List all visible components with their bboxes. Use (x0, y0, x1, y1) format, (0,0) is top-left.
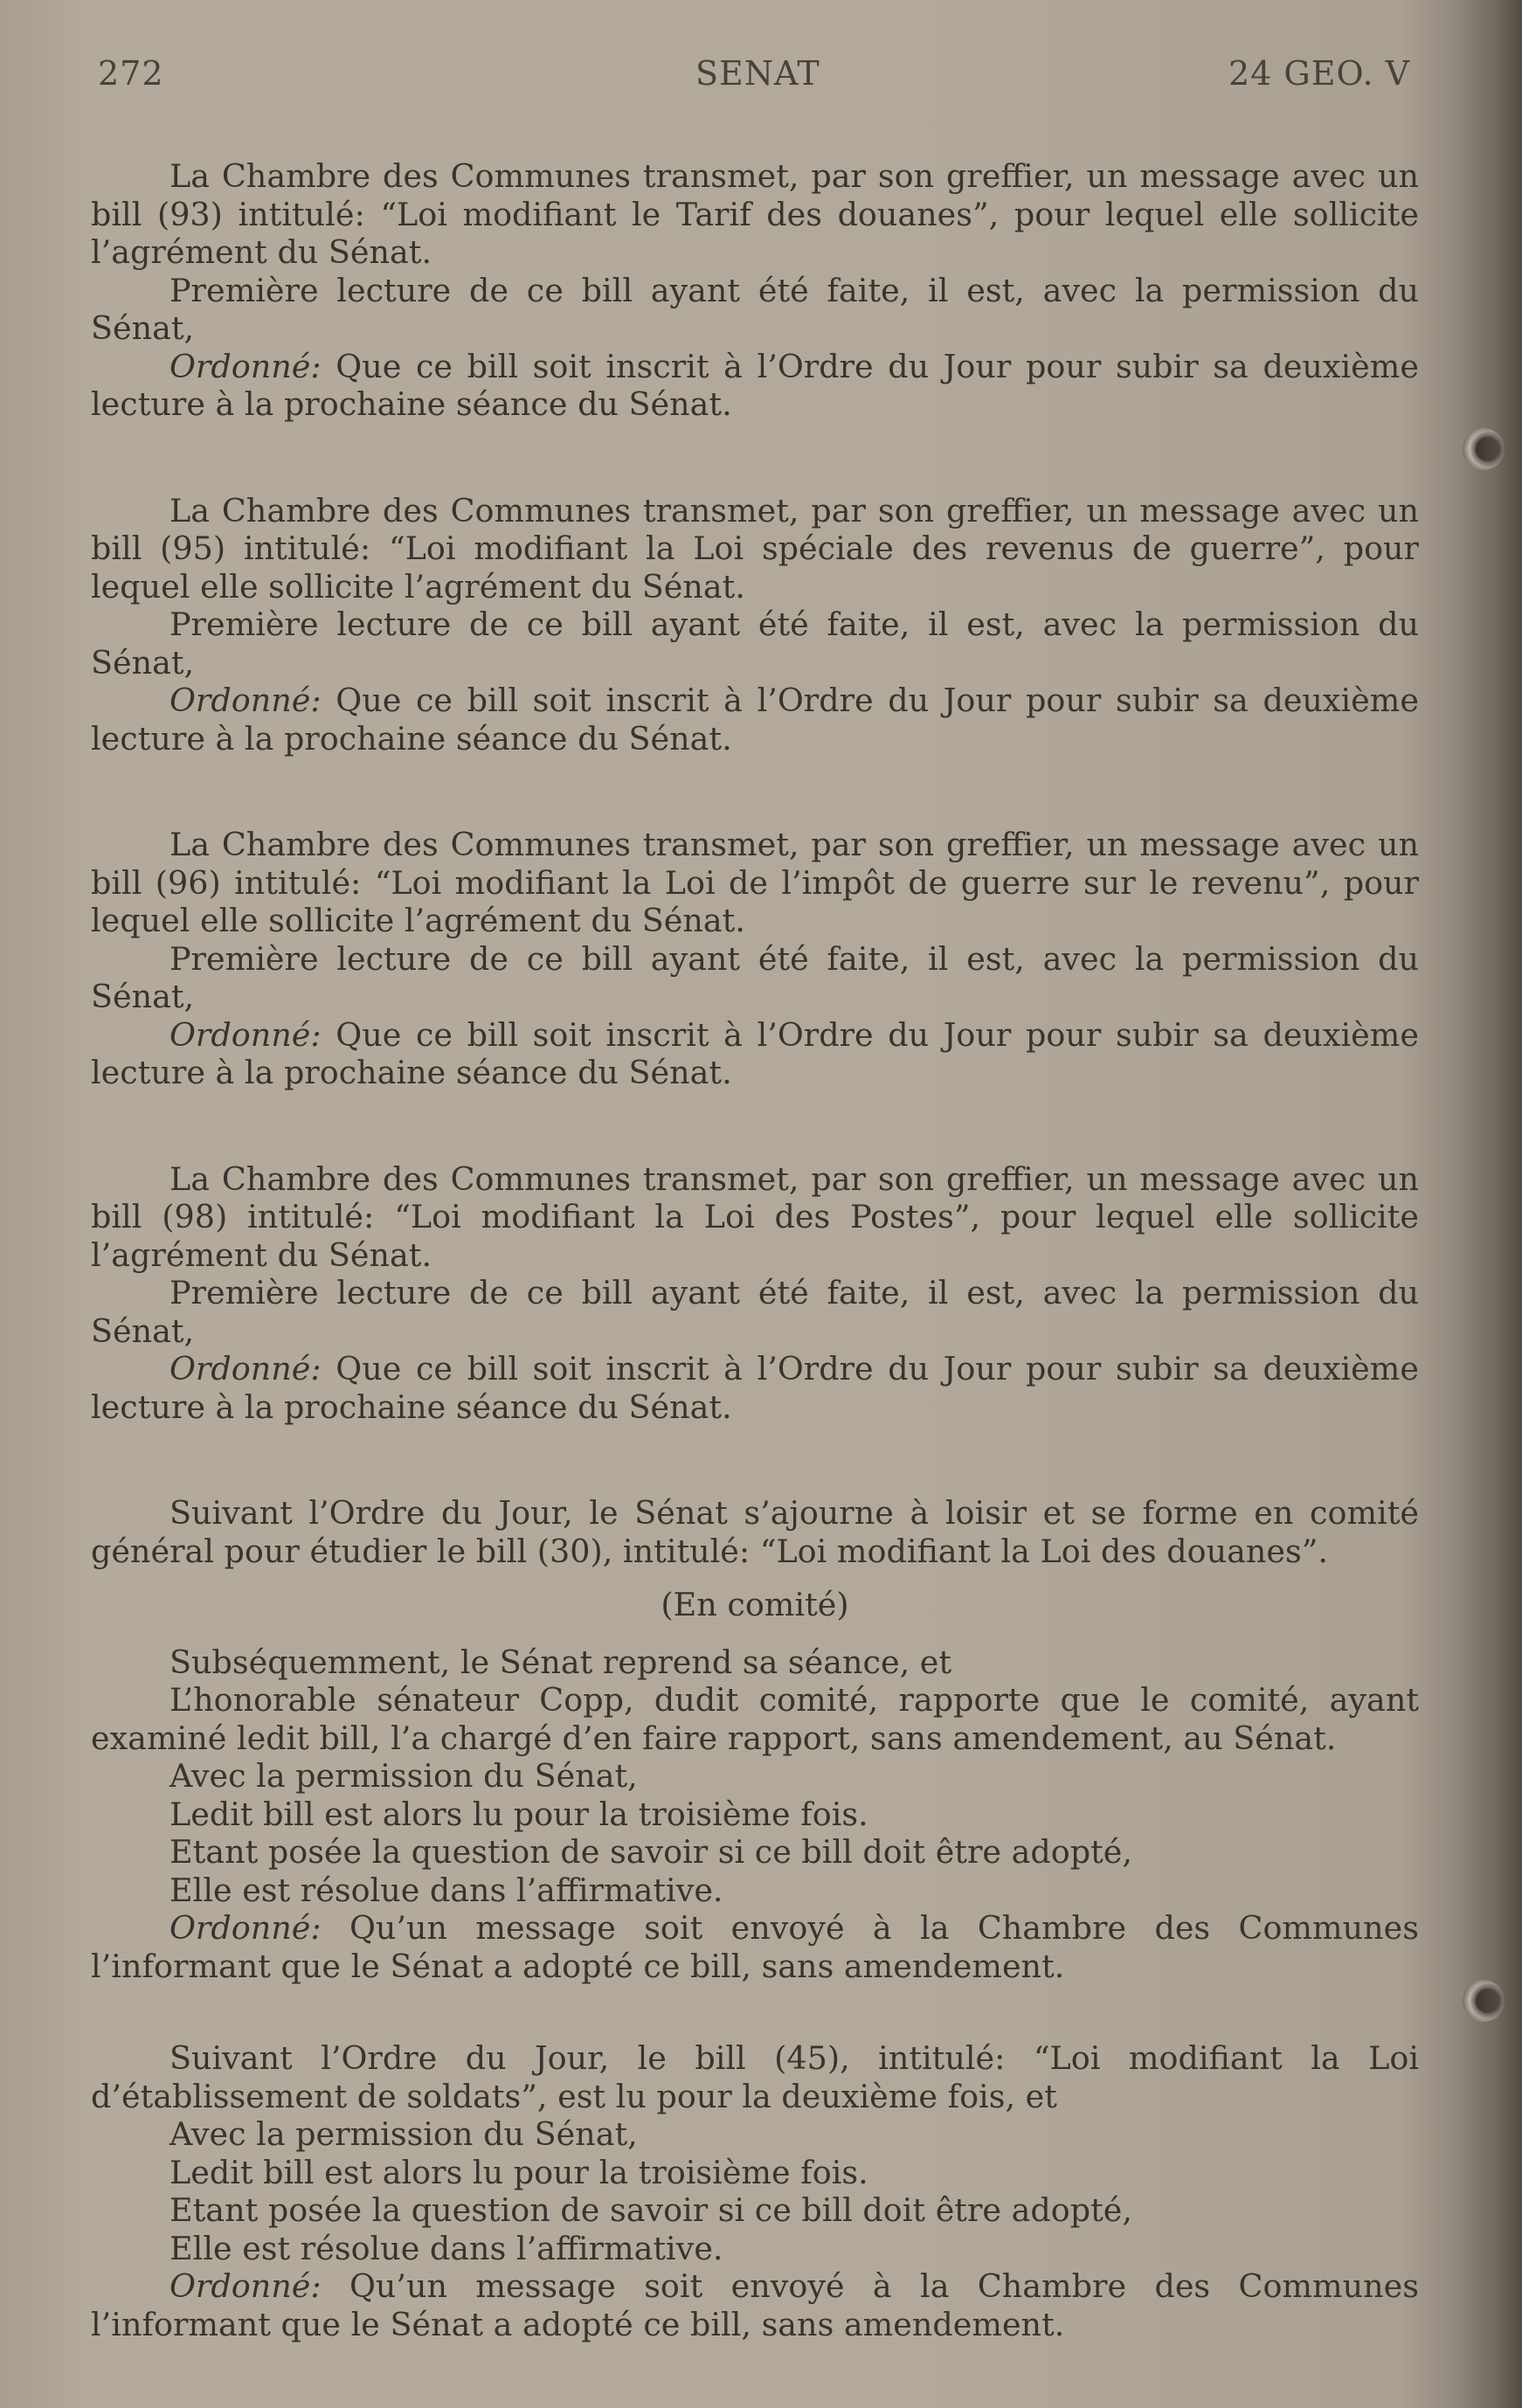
order-label: Ordonné: (169, 347, 322, 385)
order-text: Qu’un message soit envoyé à la Chambre des Communes l’informant que le Sénat a adopté ce bill, sans amendement. (91, 1909, 1419, 1985)
bill-45-section (91, 2039, 1419, 2343)
running-header (0, 54, 1522, 107)
order-text: Que ce bill soit inscrit à l’Ordre du Jour pour subir sa deuxième lecture à la prochaine séance du Sénat. (91, 1015, 1419, 1091)
committee-report: L’honorable sénateur Copp, dudit comité, rapporte que le comité, ayant examiné ledit bill, l’a chargé d’en faire rapport, sans amendement, au Sénat. (91, 1681, 1419, 1757)
first-reading-paragraph: Première lecture de ce bill ayant été faite, il est, avec la permission du Sénat, (91, 605, 1419, 682)
journal-body (91, 157, 1419, 2343)
committee-intro: Suivant l’Ordre du Jour, le Sénat s’ajourne à loisir et se forme en comité général pour étudier le bill (30), intitulé: “Loi modifiant la Loi des douanes”. (91, 1494, 1419, 1570)
order-paragraph (91, 348, 1419, 424)
first-reading-paragraph: Première lecture de ce bill ayant été faite, il est, avec la permission du Sénat, (91, 271, 1419, 347)
message-section (91, 1160, 1419, 1427)
committee-line: Etant posée la question de savoir si ce bill doit être adopté, (169, 1833, 1132, 1871)
message-paragraph: La Chambre des Communes transmet, par son greffier, un message avec un bill (93) intitulé: “Loi modifiant le Tarif des douanes”, pour lequel elle sollicite l’agrément du Sénat. (91, 157, 1419, 271)
message-section (91, 157, 1419, 424)
order-text: Que ce bill soit inscrit à l’Ordre du Jour pour subir sa deuxième lecture à la prochaine séance du Sénat. (91, 1350, 1419, 1426)
committee-heading: (En comité) (661, 1586, 849, 1623)
order-paragraph (91, 682, 1419, 758)
order-label: Ordonné: (169, 682, 322, 719)
binder-clip-icon (1463, 428, 1505, 470)
committee-line: Elle est résolue dans l’affirmative. (169, 1871, 723, 1909)
committee-line: Subséquemment, le Sénat reprend sa séance, et (169, 1643, 952, 1681)
order-label: Ordonné: (169, 1909, 322, 1947)
message-section (91, 492, 1419, 758)
order-text: Qu’un message soit envoyé à la Chambre des Communes l’informant que le Sénat a adopté ce bill, sans amendement. (91, 2267, 1419, 2343)
order-text: Que ce bill soit inscrit à l’Ordre du Jour pour subir sa deuxième lecture à la prochaine séance du Sénat. (91, 347, 1419, 423)
first-reading-paragraph: Première lecture de ce bill ayant été faite, il est, avec la permission du Sénat, (91, 939, 1419, 1015)
bill-intro: Suivant l’Ordre du Jour, le bill (45), intitulé: “Loi modifiant la Loi d’établissement de soldats”, est lu pour la deuxième fois, et (91, 2039, 1419, 2115)
bill-line: Etant posée la question de savoir si ce bill doit être adopté, (169, 2191, 1132, 2229)
order-label: Ordonné: (169, 1015, 322, 1054)
message-paragraph: La Chambre des Communes transmet, par son greffier, un message avec un bill (98) intitulé: “Loi modifiant la Loi des Postes”, pour lequel elle sollicite l’agrément du Sénat. (91, 1159, 1419, 1274)
first-reading-paragraph: Première lecture de ce bill ayant été faite, il est, avec la permission du Sénat, (91, 1274, 1419, 1350)
order-paragraph (91, 1016, 1419, 1092)
message-paragraph: La Chambre des Communes transmet, par son greffier, un message avec un bill (95) intitulé: “Loi modifiant la Loi spéciale des revenus de guerre”, pour lequel elle sollicite l’agrément du Sénat. (91, 491, 1419, 605)
binder-clip-icon (1463, 1980, 1505, 2022)
committee-line: Ledit bill est alors lu pour la troisième fois. (169, 1795, 868, 1833)
order-label: Ordonné: (169, 1350, 322, 1387)
order-paragraph (91, 1909, 1419, 1985)
bill-line: Elle est résolue dans l’affirmative. (169, 2229, 723, 2267)
order-text: Que ce bill soit inscrit à l’Ordre du Jour pour subir sa deuxième lecture à la prochaine séance du Sénat. (91, 682, 1419, 758)
bill-line: Avec la permission du Sénat, (169, 2115, 638, 2153)
order-label: Ordonné: (169, 2267, 322, 2305)
order-paragraph (91, 2267, 1419, 2343)
committee-line: Avec la permission du Sénat, (169, 1757, 638, 1795)
page-title: SENAT (695, 54, 820, 93)
message-paragraph: La Chambre des Communes transmet, par son greffier, un message avec un bill (96) intitulé: “Loi modifiant la Loi de l’impôt de guerre sur le revenu”, pour lequel elle sollicite l’agrément du Sénat. (91, 826, 1419, 939)
committee-section (91, 1494, 1419, 1985)
bill-line: Ledit bill est alors lu pour la troisième fois. (169, 2153, 868, 2191)
order-paragraph (91, 1350, 1419, 1426)
page-number: 272 (98, 54, 164, 93)
message-section (91, 826, 1419, 1092)
session-label: 24 GEO. V (1228, 54, 1411, 93)
